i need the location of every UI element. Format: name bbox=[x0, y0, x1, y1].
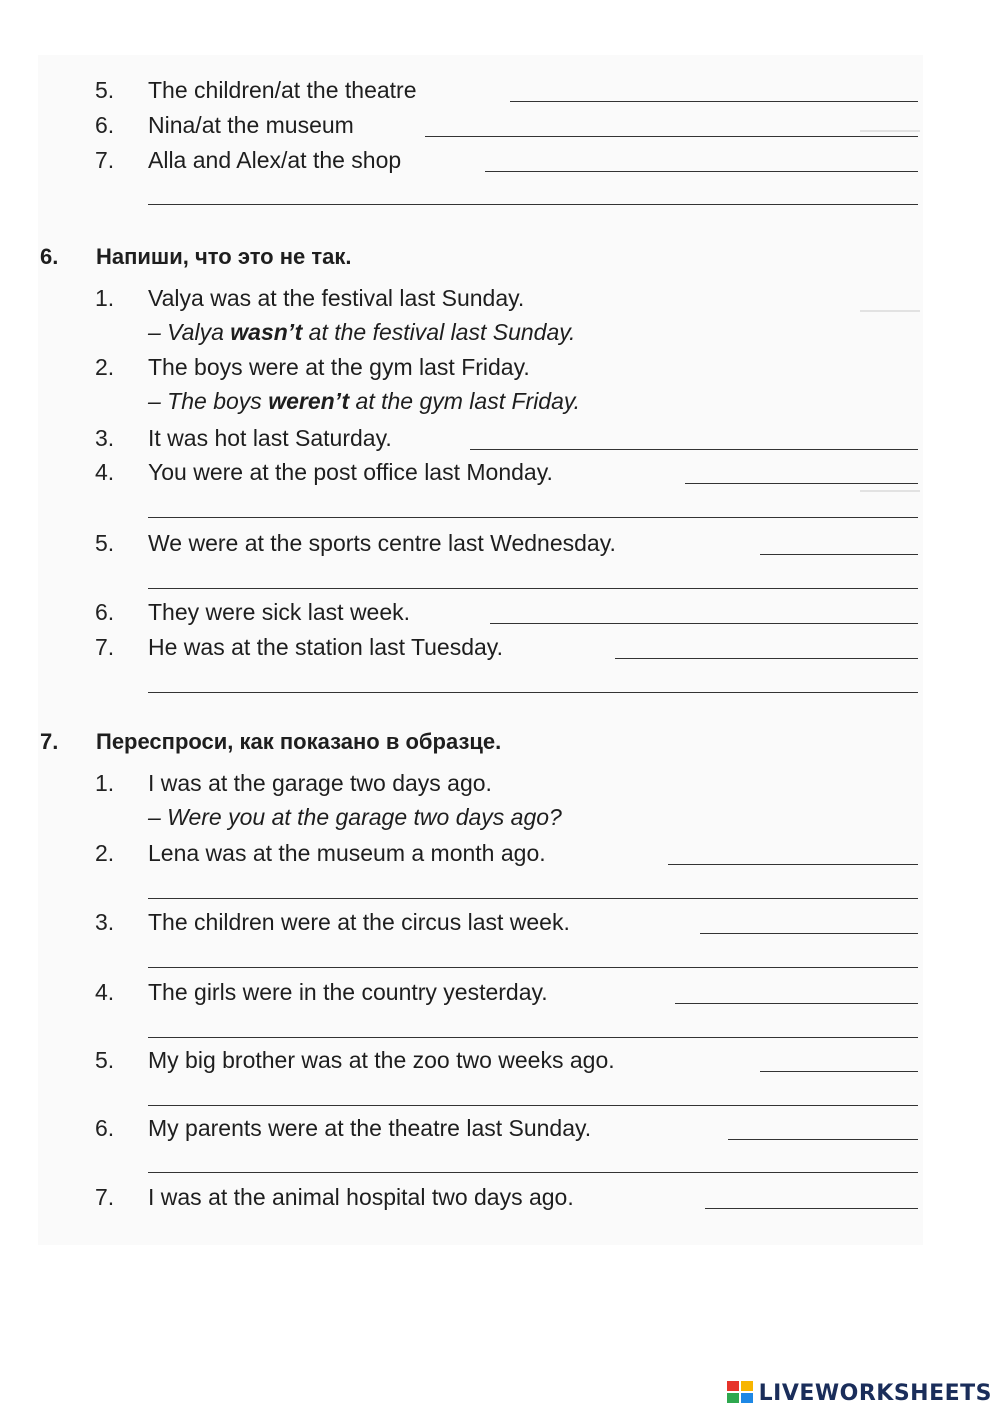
item-text: They were sick last week. bbox=[148, 597, 414, 627]
answer-line[interactable] bbox=[470, 449, 918, 450]
s6-item-3 bbox=[0, 423, 1000, 457]
item-number: 5. bbox=[95, 77, 115, 103]
answer-line[interactable] bbox=[615, 658, 918, 659]
s6-item-6 bbox=[0, 597, 1000, 631]
item-number: 6. bbox=[95, 1115, 115, 1141]
answer-line[interactable] bbox=[490, 623, 918, 624]
answer-line[interactable] bbox=[148, 898, 918, 899]
section-number: 7. bbox=[40, 729, 59, 754]
item-text: We were at the sports centre last Wednesday. bbox=[148, 528, 620, 558]
item-number: 4. bbox=[95, 979, 115, 1005]
item-number: 6. bbox=[95, 112, 115, 138]
item-text: The girls were in the country yesterday. bbox=[148, 977, 552, 1007]
s6-item-4 bbox=[0, 457, 1000, 491]
s6-item-1 bbox=[0, 283, 1000, 317]
answer-line[interactable] bbox=[700, 933, 918, 934]
item-number: 7. bbox=[95, 147, 115, 173]
answer-line[interactable] bbox=[148, 1172, 918, 1173]
s7-item-5 bbox=[0, 1045, 1000, 1079]
prev-item-5 bbox=[0, 75, 1000, 109]
liveworksheets-logo-icon bbox=[727, 1381, 755, 1405]
item-text: The children/at the theatre bbox=[148, 75, 421, 105]
section-number: 6. bbox=[40, 244, 59, 269]
item-text: The boys were at the gym last Friday. bbox=[148, 352, 534, 382]
s6-example-1: – Valya wasn’t at the festival last Sunday. bbox=[148, 319, 576, 345]
answer-line[interactable] bbox=[148, 517, 918, 518]
s7-item-2 bbox=[0, 838, 1000, 872]
item-text: I was at the animal hospital two days ago. bbox=[148, 1182, 578, 1212]
item-text: Valya was at the festival last Sunday. bbox=[148, 283, 528, 313]
s6-item-7 bbox=[0, 632, 1000, 666]
answer-line[interactable] bbox=[510, 101, 918, 102]
answer-line[interactable] bbox=[148, 967, 918, 968]
item-text: The children were at the circus last week. bbox=[148, 907, 574, 937]
item-number: 7. bbox=[95, 634, 115, 660]
item-number: 2. bbox=[95, 840, 115, 866]
item-text: You were at the post office last Monday. bbox=[148, 457, 557, 487]
s7-item-1 bbox=[0, 768, 1000, 802]
answer-line[interactable] bbox=[668, 864, 918, 865]
section-title: Переспроси, как показано в образце. bbox=[96, 729, 502, 754]
answer-line[interactable] bbox=[425, 136, 918, 137]
answer-line[interactable] bbox=[148, 204, 918, 205]
section-6-heading bbox=[40, 242, 940, 276]
answer-line[interactable] bbox=[485, 171, 918, 172]
answer-line[interactable] bbox=[760, 554, 918, 555]
item-number: 3. bbox=[95, 909, 115, 935]
item-text: Lena was at the museum a month ago. bbox=[148, 838, 550, 868]
answer-line[interactable] bbox=[148, 1105, 918, 1106]
answer-line[interactable] bbox=[148, 692, 918, 693]
item-text: My parents were at the theatre last Sunday. bbox=[148, 1113, 595, 1143]
answer-line[interactable] bbox=[148, 1037, 918, 1038]
item-text: I was at the garage two days ago. bbox=[148, 768, 496, 798]
item-number: 5. bbox=[95, 530, 115, 556]
prev-item-6 bbox=[0, 110, 1000, 144]
item-number: 6. bbox=[95, 599, 115, 625]
item-number: 3. bbox=[95, 425, 115, 451]
liveworksheets-brand bbox=[727, 1378, 992, 1408]
answer-line[interactable] bbox=[675, 1003, 918, 1004]
answer-line[interactable] bbox=[685, 483, 918, 484]
item-text: My big brother was at the zoo two weeks ago. bbox=[148, 1045, 619, 1075]
prev-item-7 bbox=[0, 145, 1000, 179]
s6-item-5 bbox=[0, 528, 1000, 562]
answer-line[interactable] bbox=[728, 1139, 918, 1140]
negation-word: weren’t bbox=[268, 388, 350, 414]
answer-line[interactable] bbox=[148, 588, 918, 589]
s7-item-6 bbox=[0, 1113, 1000, 1147]
item-text: It was hot last Saturday. bbox=[148, 423, 396, 453]
section-7-heading bbox=[40, 727, 940, 761]
item-number: 4. bbox=[95, 459, 115, 485]
item-text: Nina/at the museum bbox=[148, 110, 358, 140]
item-number: 1. bbox=[95, 770, 115, 796]
item-number: 1. bbox=[95, 285, 115, 311]
section-title: Напиши, что это не так. bbox=[96, 244, 352, 269]
s7-item-4 bbox=[0, 977, 1000, 1011]
s6-example-2: – The boys weren’t at the gym last Friday. bbox=[148, 388, 581, 414]
brand-text: LIVEWORKSHEETS bbox=[758, 1380, 992, 1406]
s7-item-7 bbox=[0, 1182, 1000, 1216]
item-text: He was at the station last Tuesday. bbox=[148, 632, 507, 662]
answer-line[interactable] bbox=[705, 1208, 918, 1209]
s7-item-3 bbox=[0, 907, 1000, 941]
s7-example-1: – Were you at the garage two days ago? bbox=[148, 804, 562, 830]
item-text: Alla and Alex/at the shop bbox=[148, 145, 405, 175]
item-number: 7. bbox=[95, 1184, 115, 1210]
answer-line[interactable] bbox=[760, 1071, 918, 1072]
item-number: 2. bbox=[95, 354, 115, 380]
s6-item-2 bbox=[0, 352, 1000, 386]
negation-word: wasn’t bbox=[230, 319, 303, 345]
item-number: 5. bbox=[95, 1047, 115, 1073]
